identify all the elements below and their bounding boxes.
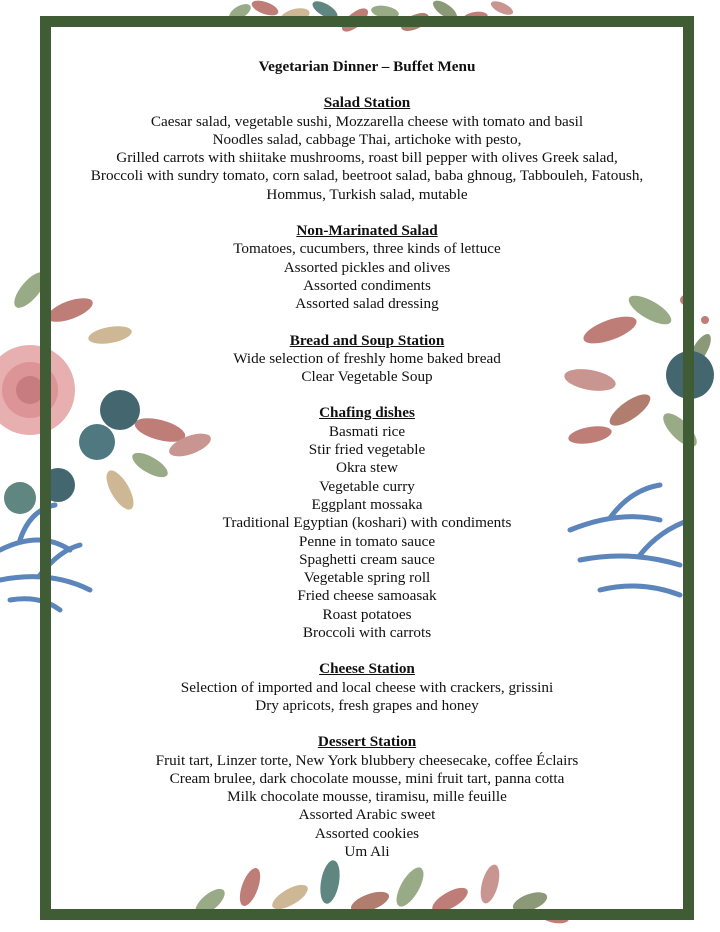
menu-item: Selection of imported and local cheese with crackers, grissini bbox=[180, 678, 554, 696]
menu-item: Hommus, Turkish salad, mutable bbox=[266, 185, 468, 203]
section-heading: Salad Station bbox=[323, 94, 411, 112]
menu-item: Assorted Arabic sweet bbox=[298, 806, 436, 824]
menu-item: Traditional Egyptian (koshari) with condiments bbox=[222, 514, 512, 532]
menu-item: Milk chocolate mousse, tiramisu, mille feuille bbox=[227, 788, 507, 806]
menu-item: Vegetable curry bbox=[319, 477, 415, 495]
menu-item: Basmati rice bbox=[328, 422, 406, 440]
menu-item: Broccoli with carrots bbox=[302, 624, 432, 642]
menu-item: Grilled carrots with shiitake mushrooms, roast bill pepper with olives Greek salad, bbox=[116, 149, 618, 167]
menu-item: Cream brulee, dark chocolate mousse, mini fruit tart, panna cotta bbox=[169, 769, 565, 787]
menu-item: Clear Vegetable Soup bbox=[301, 368, 433, 386]
menu-item: Broccoli with sundry tomato, corn salad, beetroot salad, baba ghnoug, Tabbouleh, Fatoush, bbox=[90, 167, 644, 185]
menu-section bbox=[52, 660, 682, 715]
menu-item: Noodles salad, cabbage Thai, artichoke with pesto, bbox=[212, 130, 522, 148]
menu-item: Assorted cookies bbox=[314, 824, 420, 842]
menu-item: Eggplant mossaka bbox=[311, 495, 423, 513]
menu-item: Tomatoes, cucumbers, three kinds of lettuce bbox=[233, 240, 501, 258]
buffet-menu bbox=[52, 58, 682, 879]
section-heading: Cheese Station bbox=[319, 660, 415, 678]
menu-section bbox=[52, 94, 682, 204]
menu-item: Assorted condiments bbox=[303, 276, 431, 294]
menu-item: Um Ali bbox=[344, 842, 390, 860]
menu-item: Dry apricots, fresh grapes and honey bbox=[255, 696, 479, 714]
menu-item: Vegetable spring roll bbox=[303, 569, 431, 587]
menu-item: Fried cheese samoasak bbox=[297, 587, 437, 605]
menu-section bbox=[52, 222, 682, 313]
menu-sections bbox=[52, 94, 682, 861]
menu-section bbox=[52, 733, 682, 861]
menu-item: Stir fried vegetable bbox=[308, 441, 426, 459]
menu-item: Assorted salad dressing bbox=[295, 295, 439, 313]
section-heading: Non-Marinated Salad bbox=[296, 222, 438, 240]
menu-item: Wide selection of freshly home baked bread bbox=[233, 349, 501, 367]
menu-item: Assorted pickles and olives bbox=[283, 258, 451, 276]
menu-item: Spaghetti cream sauce bbox=[299, 550, 435, 568]
section-heading: Chafing dishes bbox=[319, 404, 415, 422]
menu-item: Roast potatoes bbox=[322, 605, 412, 623]
menu-item: Okra stew bbox=[336, 459, 398, 477]
menu-item: Penne in tomato sauce bbox=[298, 532, 436, 550]
menu-item: Fruit tart, Linzer torte, New York blubbery cheesecake, coffee Éclairs bbox=[155, 751, 579, 769]
menu-item: Caesar salad, vegetable sushi, Mozzarella cheese with tomato and basil bbox=[150, 112, 584, 130]
menu-section bbox=[52, 332, 682, 387]
section-heading: Bread and Soup Station bbox=[289, 331, 445, 349]
menu-section bbox=[52, 404, 682, 642]
menu-title: Vegetarian Dinner – Buffet Menu bbox=[258, 58, 476, 75]
section-heading: Dessert Station bbox=[317, 733, 417, 751]
